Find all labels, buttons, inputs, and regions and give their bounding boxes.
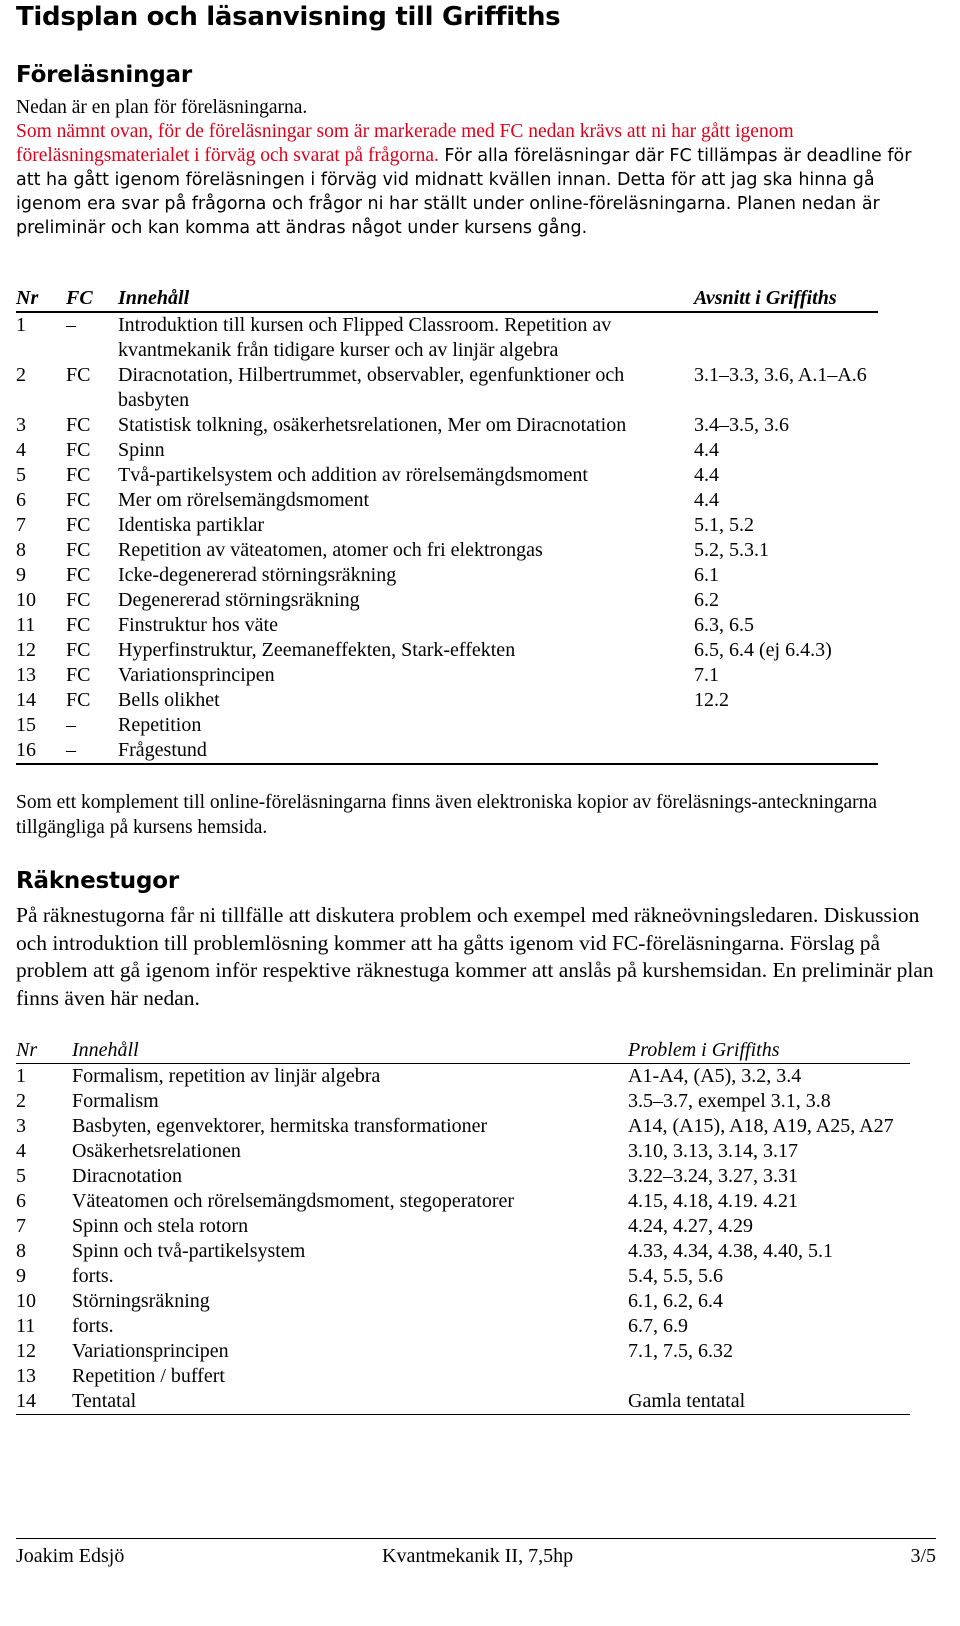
table-row [16,1289,910,1314]
table-row [16,563,878,588]
cell-problems: 3.22–3.24, 3.27, 3.31 [628,1165,798,1187]
cell-section: 3.1–3.3, 3.6, A.1–A.6 [694,364,867,386]
cell-content: Formalism, repetition av linjär algebra [72,1065,381,1087]
footer-divider [16,1538,936,1539]
table-row [16,1139,910,1164]
col-content: Innehåll [118,287,190,309]
cell-content: Spinn och stela rotorn [72,1215,249,1237]
cell-content: Statistisk tolkning, osäkerhetsrelationen, Mer om Diracnotation [118,414,627,436]
table-row [16,1389,910,1415]
cell-section: 3.4–3.5, 3.6 [694,414,789,436]
cell-content: Variationsprincipen [72,1340,229,1362]
table-row [16,738,878,764]
cell-content: Bells olikhet [118,689,220,711]
cell-content: Basbyten, egenvektorer, hermitska transformationer [72,1115,488,1137]
cell-nr: 8 [16,1240,26,1262]
lectures-complement-text: Som ett komplement till online-föreläsningarna finns även elektroniska kopior av föreläsnings-anteckningarna tillgängliga på kursens hemsida. [16,792,877,838]
cell-content: Introduktion till kursen och Flipped Classroom. Repetition av kvantmekanik från tidigare kurser och av linjär algebra [118,314,612,361]
col-problems: Problem i Griffiths [628,1039,780,1061]
table-row [16,613,878,638]
table-row [16,1089,910,1114]
cell-nr: 1 [16,314,26,336]
cell-problems [628,1364,910,1389]
cell-content: Frågestund [118,739,207,761]
cell-fc: – [66,739,76,761]
col-fc: FC [66,287,93,309]
cell-nr: 10 [16,589,36,611]
cell-problems: 7.1, 7.5, 6.32 [628,1340,733,1362]
cell-nr: 7 [16,514,26,536]
cell-nr: 6 [16,1190,26,1212]
cell-fc: FC [66,564,91,586]
lectures-intro: Nedan är en plan för föreläsningarna. [16,97,308,118]
cell-nr: 5 [16,1165,26,1187]
cell-fc: – [66,314,76,336]
col-section: Avsnitt i Griffiths [694,287,837,309]
cell-content: forts. [72,1315,114,1337]
cell-content: Icke-degenererad störningsräkning [118,564,397,586]
cell-content: Störningsräkning [72,1290,210,1312]
table-row [16,663,878,688]
cell-section [694,312,878,363]
cell-nr: 1 [16,1065,26,1087]
cell-fc: FC [66,489,91,511]
lectures-table-header [16,286,878,312]
cell-fc: FC [66,614,91,636]
table-row [16,363,878,413]
table-row [16,438,878,463]
cell-fc: FC [66,464,91,486]
cell-nr: 13 [16,664,36,686]
cell-nr: 15 [16,714,36,736]
exercises-heading: Räknestugor [16,868,179,894]
cell-content: forts. [72,1265,114,1287]
cell-content: Variationsprincipen [118,664,275,686]
col-content: Innehåll [72,1039,139,1061]
cell-fc: FC [66,664,91,686]
cell-section: 4.4 [694,439,719,461]
cell-content: Hyperfinstruktur, Zeemaneffekten, Stark-effekten [118,639,516,661]
cell-nr: 10 [16,1290,36,1312]
cell-fc: FC [66,539,91,561]
table-row [16,1164,910,1189]
cell-section: 4.4 [694,489,719,511]
cell-nr: 16 [16,739,36,761]
table-row [16,513,878,538]
table-row [16,638,878,663]
cell-section: 6.2 [694,589,719,611]
cell-nr: 2 [16,1090,26,1112]
cell-content: Repetition [118,714,202,736]
cell-content: Formalism [72,1090,159,1112]
table-row [16,1114,910,1139]
cell-fc: – [66,714,76,736]
cell-content: Spinn [118,439,165,461]
cell-section: 5.1, 5.2 [694,514,754,536]
cell-fc: FC [66,689,91,711]
cell-problems: 6.7, 6.9 [628,1315,688,1337]
cell-section: 4.4 [694,464,719,486]
cell-fc: FC [66,439,91,461]
cell-problems: 4.33, 4.34, 4.38, 4.40, 5.1 [628,1240,833,1262]
cell-nr: 4 [16,439,26,461]
cell-problems: 4.15, 4.18, 4.19. 4.21 [628,1190,798,1212]
cell-problems: A1-A4, (A5), 3.2, 3.4 [628,1065,802,1087]
cell-nr: 9 [16,564,26,586]
cell-content: Repetition / buffert [72,1365,225,1387]
page-title: Tidsplan och läsanvisning till Griffiths [16,2,561,32]
cell-section: 12.2 [694,689,729,711]
cell-fc: FC [66,414,91,436]
cell-content: Mer om rörelsemängdsmoment [118,489,370,511]
table-row [16,413,878,438]
cell-nr: 6 [16,489,26,511]
cell-fc: FC [66,514,91,536]
cell-content: Tentatal [72,1390,137,1412]
cell-nr: 12 [16,639,36,661]
exercises-table [16,1038,910,1415]
cell-problems: 5.4, 5.5, 5.6 [628,1265,723,1287]
cell-nr: 14 [16,1390,36,1412]
cell-nr: 4 [16,1140,26,1162]
cell-section [694,738,878,764]
cell-section: 6.3, 6.5 [694,614,754,636]
cell-content: Diracnotation, Hilbertrummet, observabler, egenfunktioner och basbyten [118,364,625,411]
cell-content: Identiska partiklar [118,514,265,536]
cell-nr: 11 [16,614,36,636]
cell-problems: 3.10, 3.13, 3.14, 3.17 [628,1140,798,1162]
cell-nr: 14 [16,689,36,711]
cell-content: Degenererad störningsräkning [118,589,360,611]
cell-fc: FC [66,639,91,661]
lectures-deadline-text: För alla föreläsningar där FC tillämpas är deadline för att ha gått igenom föreläsningen i förväg vid midnatt kvällen innan. Detta för att jag ska hinna gå igenom era svar på frågorna och frågor ni har ställt under online-föreläsningarna. Planen nedan är preliminär och kan komma att ändras något under kursens gång. [16,146,912,238]
lectures-intro-paragraph [16,96,936,240]
cell-nr: 5 [16,464,26,486]
cell-section: 7.1 [694,664,719,686]
footer-author: Joakim Edsjö [16,1545,125,1567]
cell-nr: 8 [16,539,26,561]
cell-nr: 3 [16,1115,26,1137]
cell-content: Väteatomen och rörelsemängdsmoment, stegoperatorer [72,1190,515,1212]
exercises-table-body [16,1064,910,1415]
cell-problems: 3.5–3.7, exempel 3.1, 3.8 [628,1090,831,1112]
cell-nr: 12 [16,1340,36,1362]
cell-nr: 3 [16,414,26,436]
footer-course: Kvantmekanik II, 7,5hp [382,1545,574,1567]
col-nr: Nr [16,1039,38,1061]
col-nr: Nr [16,287,39,309]
cell-section [694,713,878,738]
cell-nr: 13 [16,1365,36,1387]
table-row [16,1314,910,1339]
table-row [16,1364,910,1389]
cell-content: Finstruktur hos väte [118,614,278,636]
cell-nr: 2 [16,364,26,386]
cell-fc: FC [66,589,91,611]
cell-content: Osäkerhetsrelationen [72,1140,241,1162]
table-row [16,312,878,363]
table-row [16,463,878,488]
cell-problems: 4.24, 4.27, 4.29 [628,1215,753,1237]
cell-nr: 7 [16,1215,26,1237]
table-row [16,488,878,513]
lectures-heading: Föreläsningar [16,62,192,88]
lectures-table-body [16,312,878,764]
table-row [16,688,878,713]
cell-section: 6.1 [694,564,719,586]
table-row [16,1189,910,1214]
cell-section: 5.2, 5.3.1 [694,539,769,561]
footer-page-number: 3/5 [910,1545,936,1567]
table-row [16,1064,910,1090]
lectures-table [16,286,878,765]
cell-content: Diracnotation [72,1165,182,1187]
lectures-fc-note: Som nämnt ovan, för de föreläsningar som är markerade med FC nedan krävs att ni har gått igenom föreläsningsmaterialet i förväg och svarat på frågorna. [16,121,794,166]
table-row [16,1214,910,1239]
cell-problems: A14, (A15), A18, A19, A25, A27 [628,1115,894,1137]
cell-content: Spinn och två-partikelsystem [72,1240,306,1262]
exercises-table-header [16,1038,910,1064]
exercises-paragraph: På räknestugorna får ni tillfälle att diskutera problem och exempel med räkneövningsledaren. Diskussion och introduktion till problemlösning kommer att ha gåtts igenom vid FC-föreläsningarna. Förslag på problem att gå igenom inför respektive räknestuga kommer att anslås på kurshemsidan. En preliminär plan finns även här nedan. [16,903,934,1010]
table-row [16,1339,910,1364]
table-row [16,588,878,613]
cell-problems: 6.1, 6.2, 6.4 [628,1290,723,1312]
cell-nr: 11 [16,1315,36,1337]
cell-content: Repetition av väteatomen, atomer och fri elektrongas [118,539,543,561]
cell-fc: FC [66,364,91,386]
table-row [16,1264,910,1289]
cell-section: 6.5, 6.4 (ej 6.4.3) [694,639,832,661]
cell-nr: 9 [16,1265,26,1287]
table-row [16,538,878,563]
table-row [16,713,878,738]
cell-content: Två-partikelsystem och addition av rörelsemängdsmoment [118,464,588,486]
table-row [16,1239,910,1264]
cell-problems: Gamla tentatal [628,1390,746,1412]
